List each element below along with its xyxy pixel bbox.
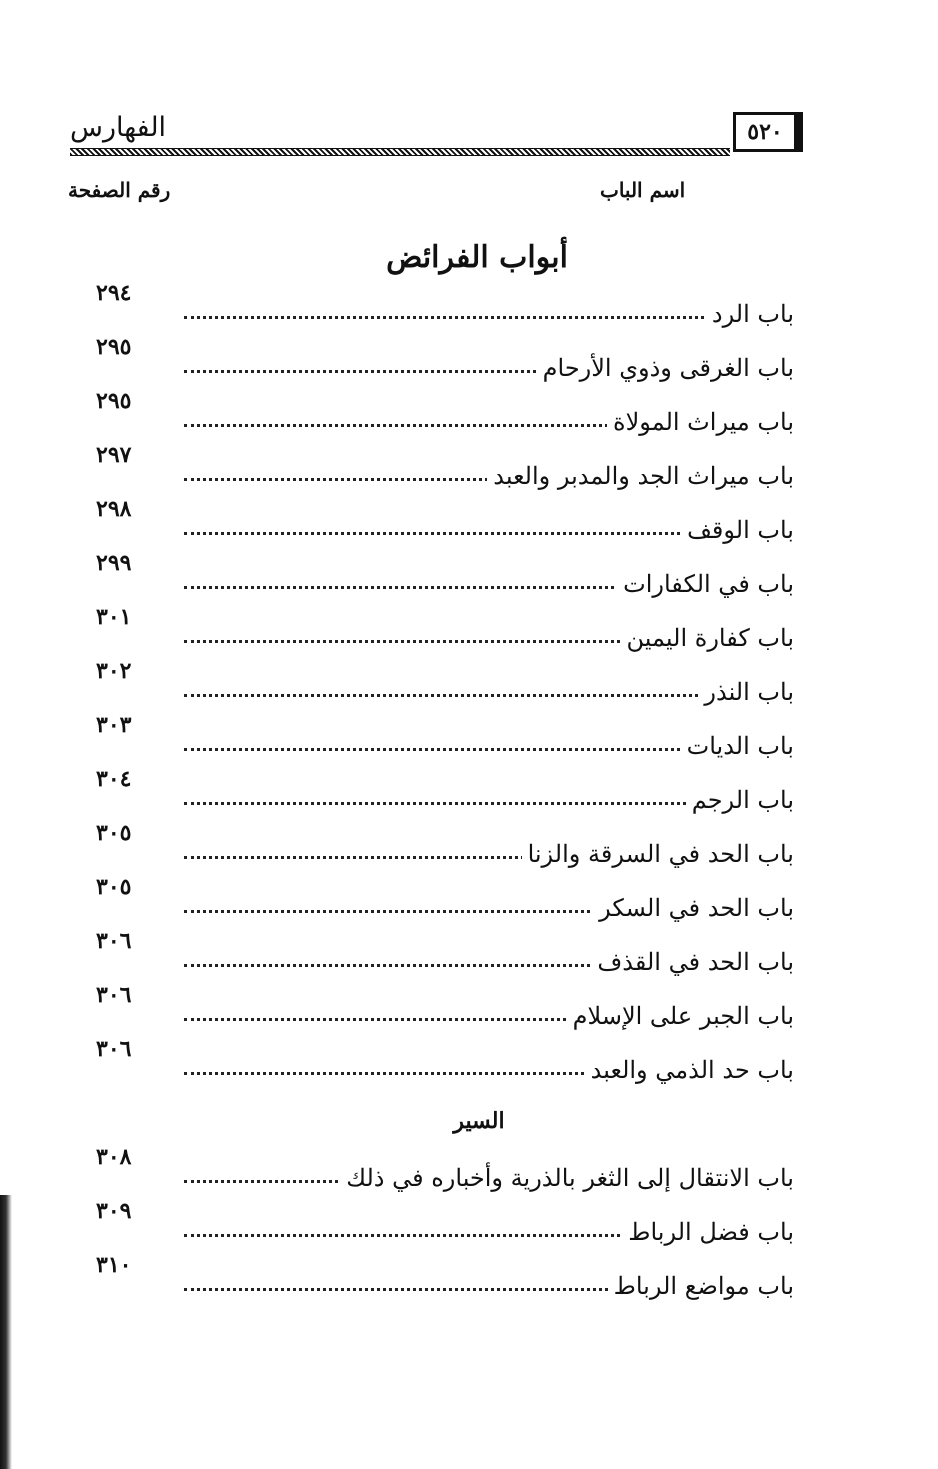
toc-entry xyxy=(92,334,794,390)
page-number: ٥٢٠ xyxy=(733,112,803,152)
entry-title: باب فضل الرباط xyxy=(622,1214,794,1250)
entry-page: ٣٠٤ xyxy=(96,766,132,792)
toc-entry xyxy=(92,820,794,876)
entry-title: باب الديات xyxy=(681,728,794,764)
toc-entry xyxy=(92,928,794,984)
section-title-faraid: أبواب الفرائض xyxy=(386,240,568,275)
column-header-page: رقم الصفحة xyxy=(68,178,171,202)
entry-page: ٣٠٥ xyxy=(96,820,132,846)
toc-entry xyxy=(92,388,794,444)
entry-title: باب ميراث الجد والمدبر والعبد xyxy=(487,458,794,494)
scan-edge-shadow xyxy=(0,1195,12,1469)
toc-entry xyxy=(92,1252,794,1308)
entry-page: ٣٠٨ xyxy=(96,1144,132,1170)
toc-entry xyxy=(92,280,794,336)
entry-title: باب الحد في السرقة والزنا xyxy=(522,836,794,872)
leader-dots xyxy=(184,316,794,319)
header-rule xyxy=(70,148,730,156)
entry-title: باب الجبر على الإسلام xyxy=(567,998,794,1034)
entry-page: ٢٩٧ xyxy=(96,442,132,468)
entry-page: ٣٠٦ xyxy=(96,982,132,1008)
entry-page: ٢٩٩ xyxy=(96,550,132,576)
entry-page: ٣٠٣ xyxy=(96,712,132,738)
running-title: الفهارس xyxy=(70,112,167,143)
entry-page: ٣١٠ xyxy=(96,1252,132,1278)
toc-entry xyxy=(92,766,794,822)
entry-page: ٣٠٩ xyxy=(96,1198,132,1224)
section-title-siyar: السير xyxy=(453,1108,505,1134)
toc-entry xyxy=(92,1036,794,1092)
column-header-chapter: اسم الباب xyxy=(600,178,686,202)
entry-page: ٢٩٨ xyxy=(96,496,132,522)
entry-title: باب الوقف xyxy=(681,512,794,548)
entry-title: باب كفارة اليمين xyxy=(621,620,795,656)
toc-entry xyxy=(92,712,794,768)
entry-title: باب الغرقى وذوي الأرحام xyxy=(537,350,794,386)
entry-title: باب النذر xyxy=(698,674,794,710)
toc-entry xyxy=(92,1144,794,1200)
entry-page: ٢٩٥ xyxy=(96,388,132,414)
toc-entry xyxy=(92,496,794,552)
entry-title: باب ميراث المولاة xyxy=(607,404,794,440)
entry-title: باب في الكفارات xyxy=(617,566,794,602)
toc-entry xyxy=(92,874,794,930)
toc-entry xyxy=(92,442,794,498)
entry-page: ٢٩٤ xyxy=(96,280,132,306)
entry-page: ٢٩٥ xyxy=(96,334,132,360)
entry-title: باب الانتقال إلى الثغر بالذرية وأخباره في ذلك xyxy=(340,1160,794,1196)
toc-entry xyxy=(92,658,794,714)
toc-entry xyxy=(92,982,794,1038)
entry-title: باب حد الذمي والعبد xyxy=(585,1052,794,1088)
entry-page: ٣٠١ xyxy=(96,604,132,630)
entry-title: باب الحد في السكر xyxy=(593,890,794,926)
entry-title: باب الرجم xyxy=(686,782,794,818)
entry-title: باب مواضع الرباط xyxy=(608,1268,794,1304)
entry-page: ٣٠٦ xyxy=(96,928,132,954)
toc-entry xyxy=(92,604,794,660)
toc-entry xyxy=(92,1198,794,1254)
entry-page: ٣٠٥ xyxy=(96,874,132,900)
entry-page: ٣٠٢ xyxy=(96,658,132,684)
toc-entry xyxy=(92,550,794,606)
entry-page: ٣٠٦ xyxy=(96,1036,132,1062)
entry-title: باب الرد xyxy=(706,296,794,332)
entry-title: باب الحد في القذف xyxy=(591,944,794,980)
